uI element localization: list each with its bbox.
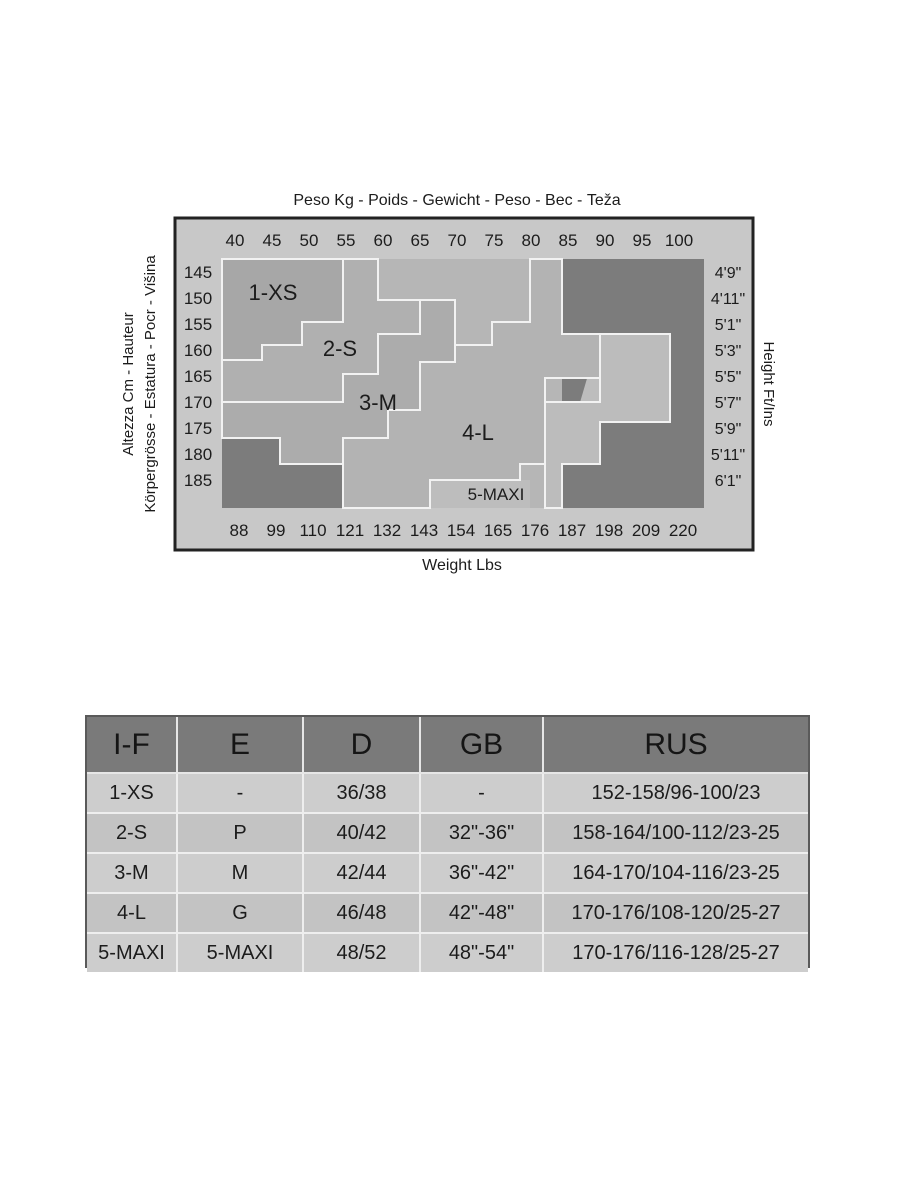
lbs-tick-label: 220 (668, 521, 698, 540)
table-row (87, 893, 808, 933)
table-cell: 42/44 (303, 853, 420, 893)
lbs-tick-label: 165 (483, 521, 513, 540)
ftin-tick-label: 5'3" (714, 343, 742, 360)
header-d: D (303, 717, 420, 773)
table-row (87, 813, 808, 853)
cm-axis (184, 263, 212, 490)
chart-title: Peso Kg - Poids - Gewicht - Peso - Вес - Teža (293, 192, 621, 209)
ftin-tick-label: 5'1" (714, 317, 742, 334)
cm-tick-label: 155 (183, 315, 213, 334)
table-cell: - (420, 773, 543, 813)
zone-label: 5-MAXI (467, 485, 525, 504)
lbs-tick-label: 99 (266, 521, 286, 540)
table-cell: 40/42 (303, 813, 420, 853)
lbs-tick-label: 132 (372, 521, 402, 540)
kg-tick-label: 100 (664, 231, 694, 250)
kg-tick-label: 50 (299, 231, 319, 250)
y-axis-label-cm-2: Körpergrösse - Estatura - Poсr - Višina (142, 255, 159, 513)
ftin-tick-label: 4'9" (714, 265, 742, 282)
table-cell: 158-164/100-112/23-25 (543, 813, 808, 853)
kg-tick-label: 40 (225, 231, 245, 250)
cm-tick-label: 145 (183, 263, 213, 282)
table-cell: - (177, 773, 303, 813)
table-row (87, 933, 808, 972)
ftin-tick-label: 6'1" (714, 473, 742, 490)
ftin-tick-label: 5'5" (714, 369, 742, 386)
y-axis-label-cm-1: Altezza Cm - Hauteur (120, 312, 137, 456)
cm-tick-label: 170 (183, 393, 213, 412)
kg-tick-label: 60 (373, 231, 393, 250)
table-cell: 170-176/108-120/25-27 (543, 893, 808, 933)
ftin-tick-label: 5'7" (714, 395, 742, 412)
cm-tick-label: 150 (183, 289, 213, 308)
table-cell: 46/48 (303, 893, 420, 933)
table-cell: 1-XS (87, 773, 177, 813)
zone-label: 1-XS (248, 280, 298, 305)
lbs-tick-label: 187 (557, 521, 587, 540)
table-cell: 36"-42" (420, 853, 543, 893)
table-header-row (87, 717, 808, 773)
kg-tick-label: 45 (262, 231, 282, 250)
cm-tick-label: 160 (183, 341, 213, 360)
table-cell: 48/52 (303, 933, 420, 972)
cm-tick-label: 165 (183, 367, 213, 386)
table-cell: 3-M (87, 853, 177, 893)
zone-label: 4-L (462, 420, 494, 445)
size-zones (222, 259, 704, 508)
table-cell: 36/38 (303, 773, 420, 813)
table-row (87, 853, 808, 893)
kg-tick-label: 95 (632, 231, 652, 250)
kg-tick-label: 80 (521, 231, 541, 250)
table-cell: P (177, 813, 303, 853)
table-cell: G (177, 893, 303, 933)
header-gb: GB (420, 717, 543, 773)
kg-tick-label: 55 (336, 231, 356, 250)
table-cell: 152-158/96-100/23 (543, 773, 808, 813)
ftin-tick-label: 5'9" (714, 421, 742, 438)
lbs-tick-label: 110 (299, 521, 327, 540)
lbs-tick-label: 209 (631, 521, 661, 540)
table-cell: 4-L (87, 893, 177, 933)
kg-tick-label: 70 (447, 231, 467, 250)
table-row (87, 773, 808, 813)
zone-label: 3-M (359, 390, 397, 415)
kg-tick-label: 90 (595, 231, 615, 250)
kg-tick-label: 65 (410, 231, 430, 250)
header-e: E (177, 717, 303, 773)
table-cell: 2-S (87, 813, 177, 853)
cm-tick-label: 175 (183, 419, 213, 438)
lbs-tick-label: 154 (446, 521, 476, 540)
size-conversion-table (85, 715, 810, 968)
table-cell: M (177, 853, 303, 893)
header-rus: RUS (543, 717, 808, 773)
size-table (87, 717, 808, 972)
header-if: I-F (87, 717, 177, 773)
lbs-tick-label: 176 (520, 521, 550, 540)
x-axis-label-lbs: Weight Lbs (422, 557, 502, 574)
lbs-tick-label: 88 (229, 521, 249, 540)
table-cell: 5-MAXI (87, 933, 177, 972)
ftin-axis (711, 265, 745, 490)
lbs-tick-label: 198 (594, 521, 624, 540)
kg-tick-label: 85 (558, 231, 578, 250)
lbs-tick-label: 121 (335, 521, 365, 540)
ftin-tick-label: 5'11" (710, 447, 746, 464)
table-cell: 42"-48" (420, 893, 543, 933)
ftin-tick-label: 4'11" (710, 291, 746, 308)
table-cell: 32"-36" (420, 813, 543, 853)
table-cell: 48"-54" (420, 933, 543, 972)
table-cell: 5-MAXI (177, 933, 303, 972)
table-cell: 170-176/116-128/25-27 (543, 933, 808, 972)
y-axis-label-ftin: Height Ft/Ins (760, 341, 777, 427)
cm-tick-label: 180 (183, 445, 213, 464)
cm-tick-label: 185 (183, 471, 213, 490)
table-cell: 164-170/104-116/23-25 (543, 853, 808, 893)
kg-tick-label: 75 (484, 231, 504, 250)
lbs-tick-label: 143 (409, 521, 439, 540)
zone-label: 2-S (322, 336, 358, 361)
